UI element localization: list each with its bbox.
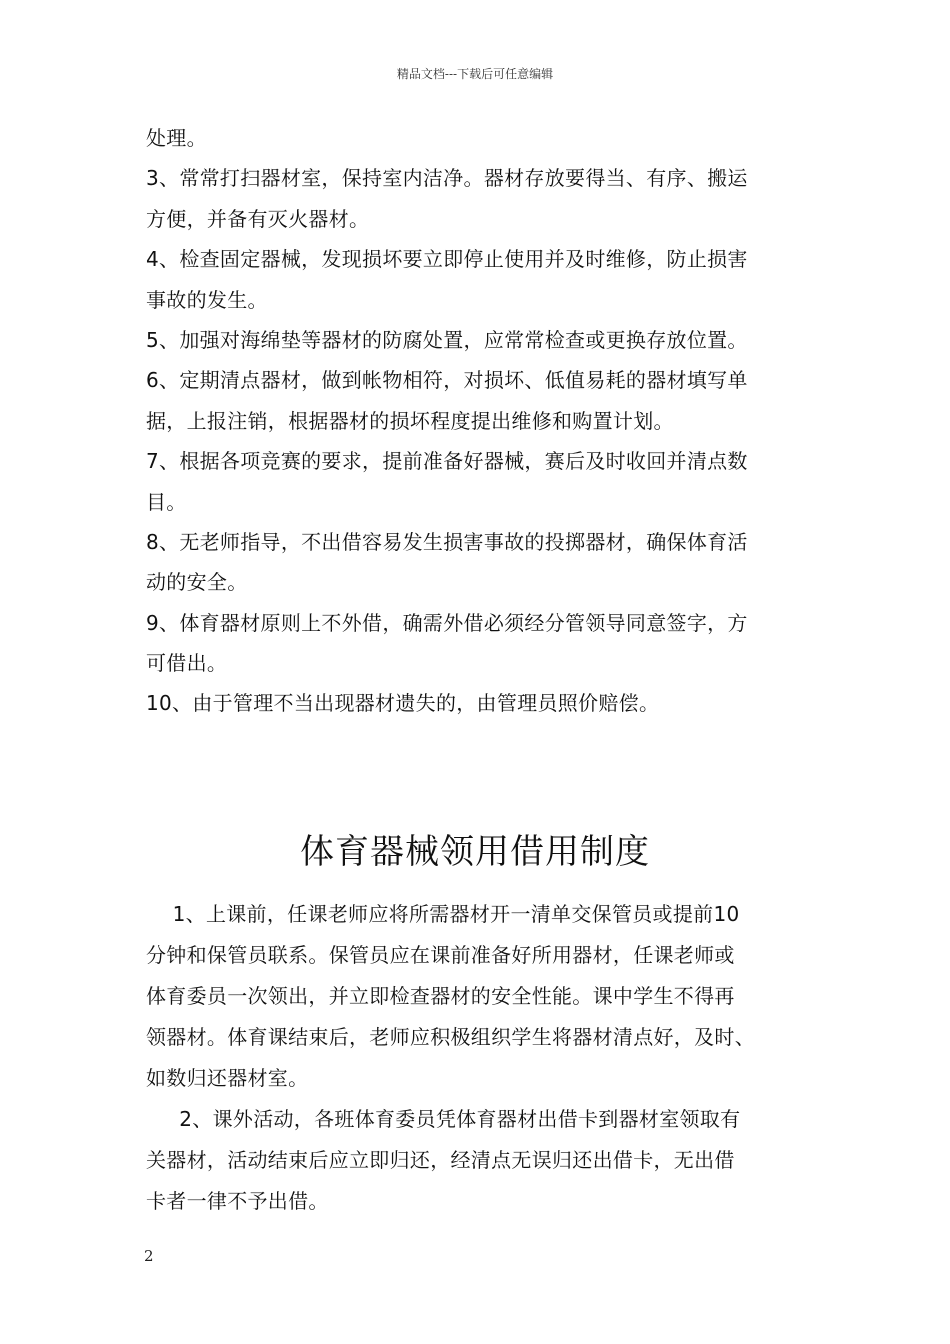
- text-line: 关器材，活动结束后应立即归还，经清点无误归还出借卡，无出借: [146, 1148, 735, 1172]
- text-line: 领器材。体育课结束后，老师应积极组织学生将器材清点好，及时、: [146, 1025, 755, 1049]
- text-line: 4、检查固定器械，发现损坏要立即停止使用并及时维修，防止损害: [146, 247, 748, 272]
- text-line: 2、课外活动，各班体育委员凭体育器材出借卡到器材室领取有: [146, 1107, 741, 1131]
- text-line: 7、根据各项竞赛的要求，提前准备好器械，赛后及时收回并清点数: [146, 449, 748, 474]
- text-line: 体育委员一次领出，并立即检查器材的安全性能。课中学生不得再: [146, 984, 735, 1008]
- text-line: 可借出。: [146, 651, 228, 676]
- page-header: 精品文档---下载后可任意编辑: [396, 67, 554, 81]
- text-line: 1、上课前，任课老师应将所需器材开一清单交保管员或提前10: [146, 902, 740, 926]
- text-line: 3、常常打扫器材室，保持室内洁净。器材存放要得当、有序、搬运: [146, 166, 748, 191]
- text-line: 8、无老师指导，不出借容易发生损害事故的投掷器材，确保体育活: [146, 529, 748, 554]
- text-line: 6、定期清点器材，做到帐物相符，对损坏、低值易耗的器材填写单: [146, 368, 748, 393]
- section-title: 体育器械领用借用制度: [300, 832, 650, 872]
- text-line: 10、由于管理不当出现器材遗失的，由管理员照价赔偿。: [146, 691, 660, 716]
- text-line: 目。: [146, 489, 187, 514]
- rules-continued: [146, 118, 826, 724]
- page-number: 2: [144, 1247, 154, 1265]
- text-line: 据，上报注销，根据器材的损坏程度提出维修和购置计划。: [146, 408, 674, 433]
- text-line: 分钟和保管员联系。保管员应在课前准备好所用器材，任课老师或: [146, 943, 735, 967]
- text-line: 卡者一律不予出借。: [146, 1189, 329, 1213]
- text-line: 9、体育器材原则上不外借，确需外借必须经分管领导同意签字，方: [146, 610, 748, 635]
- borrowing-rules: [146, 894, 836, 1222]
- text-line: 5、加强对海绵垫等器材的防腐处置，应常常检查或更换存放位置。: [146, 327, 748, 352]
- text-line: 方便，并备有灭火器材。: [146, 206, 370, 231]
- text-line: 动的安全。: [146, 570, 248, 595]
- text-line: 如数归还器材室。: [146, 1066, 309, 1090]
- text-line: 事故的发生。: [146, 287, 268, 312]
- text-line: 处理。: [146, 126, 207, 150]
